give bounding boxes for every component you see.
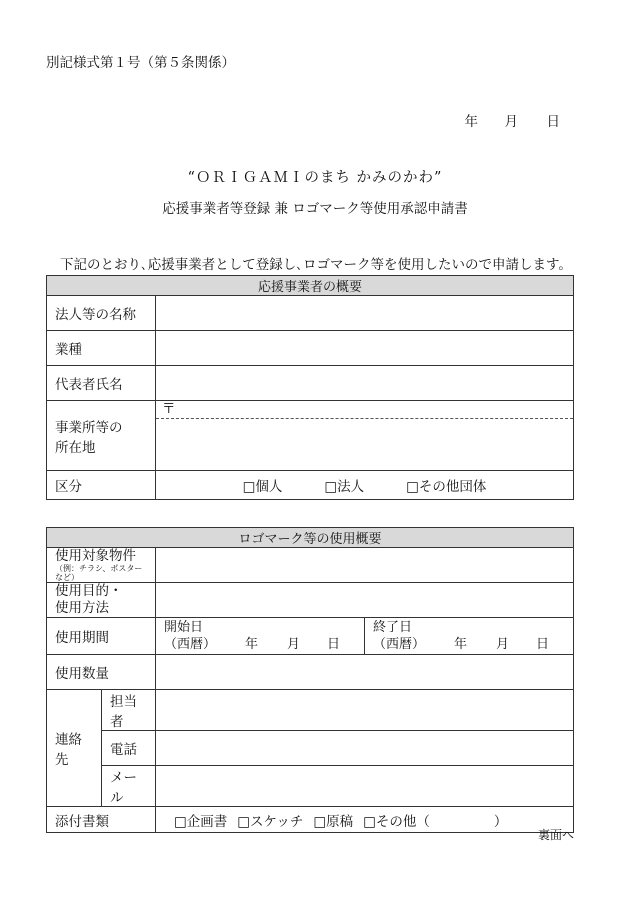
document-title: “ＯＲＩＧＡＭＩのまち かみのかわ”	[187, 170, 443, 186]
other-open-label: □その他（	[363, 813, 430, 830]
start-date-field[interactable]	[156, 618, 364, 654]
section1-heading: 応援事業者の概要	[47, 276, 574, 296]
intro-text: 下記のとおり､応援事業者として登録し､ロゴマーク等を使用したいので申請します。	[60, 257, 572, 273]
end-date-field[interactable]	[364, 618, 573, 654]
date-month-label: 月	[504, 114, 518, 130]
usage-period-field	[156, 618, 574, 655]
phone-field[interactable]	[156, 731, 574, 766]
label-representative: 代表者氏名	[47, 366, 156, 401]
end-month-label: 月	[495, 637, 509, 652]
form-number: 別記様式第１号（第５条関係）	[46, 55, 235, 71]
label-usage-quantity: 使用数量	[47, 655, 156, 690]
postal-mark: 〒	[162, 401, 176, 417]
usage-quantity-field[interactable]	[156, 655, 574, 690]
attachments-options	[156, 807, 574, 833]
label-industry: 業種	[47, 331, 156, 366]
applicant-overview-table	[46, 275, 574, 500]
label-organization-name: 法人等の名称	[47, 296, 156, 331]
section2-heading: ロゴマーク等の使用概要	[47, 528, 574, 548]
checkbox-plan[interactable]: □企画書	[174, 813, 228, 830]
start-era-label: （西暦）	[164, 637, 217, 652]
label-phone: 電話	[102, 731, 156, 766]
end-year-label: 年	[453, 637, 467, 652]
start-day-label: 日	[326, 637, 340, 652]
label-category: 区分	[47, 471, 156, 500]
usage-target-note: （例：チラシ、ポスターなど）	[55, 563, 143, 582]
address-field[interactable]	[156, 401, 574, 471]
industry-field[interactable]	[156, 331, 574, 366]
back-page-note: 裏面へ	[537, 828, 574, 842]
organization-name-field[interactable]	[156, 296, 574, 331]
label-usage-purpose-line2: 使用方法	[55, 600, 109, 616]
date-day-label: 日	[546, 114, 560, 130]
label-usage-target-text: 使用対象物件	[55, 547, 136, 564]
end-era-label: （西暦）	[373, 637, 426, 652]
checkbox-manuscript[interactable]: □原稿	[313, 813, 354, 830]
logo-usage-table	[46, 527, 574, 833]
date-line	[465, 110, 561, 130]
usage-target-field[interactable]	[156, 548, 574, 583]
date-year-label: 年	[464, 114, 478, 130]
label-usage-period: 使用期間	[47, 618, 156, 655]
label-usage-target	[47, 548, 156, 583]
start-date-label: 開始日	[164, 620, 204, 635]
other-close-paren: ）	[493, 813, 508, 830]
category-options	[156, 471, 574, 500]
email-field[interactable]	[156, 766, 574, 807]
end-day-label: 日	[535, 637, 549, 652]
start-month-label: 月	[286, 637, 300, 652]
contact-person-field[interactable]	[156, 690, 574, 731]
document-subtitle: 応援事業者等登録 兼 ロゴマーク等使用承認申請書	[162, 201, 468, 217]
label-attachments: 添付書類	[47, 807, 156, 833]
usage-purpose-field[interactable]	[156, 583, 574, 618]
label-email: メール	[102, 766, 156, 807]
label-address-line2: 所在地	[55, 439, 96, 456]
representative-field[interactable]	[156, 366, 574, 401]
label-usage-purpose	[47, 583, 156, 618]
label-contact: 連絡先	[47, 690, 102, 807]
label-address	[47, 401, 156, 471]
end-date-label: 終了日	[373, 620, 413, 635]
start-year-label: 年	[244, 637, 258, 652]
label-contact-person: 担当者	[102, 690, 156, 731]
checkbox-corporation[interactable]: □法人	[324, 479, 365, 495]
checkbox-other-group[interactable]: □その他団体	[406, 479, 487, 495]
checkbox-other[interactable]	[363, 810, 507, 830]
checkbox-individual[interactable]: □個人	[242, 479, 283, 495]
postal-code-line[interactable]	[156, 401, 573, 419]
label-address-line1: 事業所等の	[55, 419, 123, 436]
label-usage-purpose-line1: 使用目的・	[55, 583, 123, 599]
checkbox-sketch[interactable]: □スケッチ	[237, 813, 304, 830]
